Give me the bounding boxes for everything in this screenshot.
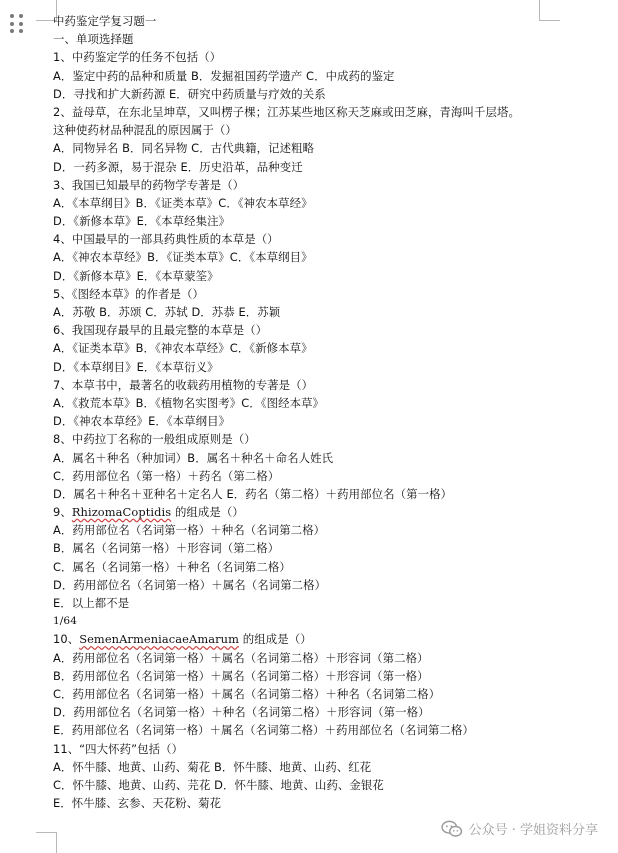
text-line: A．《本草纲目》B．《证类本草》C．《神农本草经》 [53, 195, 313, 210]
page-corner-mark [36, 832, 57, 853]
text-line: D．属名＋种名＋亚种名＋定名人 E．药名（第二格）＋药用部位名（第一格） [53, 486, 453, 501]
text-line: A．《证类本草》B．《神农本草经》C．《新修本草》 [53, 341, 313, 356]
watermark [441, 819, 598, 838]
drag-handle[interactable] [10, 14, 24, 34]
document-title: 中药鉴定学复习题一 [53, 14, 157, 28]
text-line: B．药用部位名（名词第一格）＋属名（名词第二格）＋形容词（第一格） [53, 668, 429, 683]
text-line: D．药用部位名（名词第一格）＋种名（名词第二格）＋形容词（第一格） [53, 705, 430, 720]
latin-term: SemenArmeniacaeAmarum [79, 632, 240, 647]
text-line: A．鉴定中药的品种和质量 B．发掘祖国药学遗产 C．中成药的鉴定 [53, 68, 395, 83]
text-line: C．药用部位名（第一格）＋药名（第二格） [53, 468, 280, 483]
text-line: D．《新修本草》E．《本草蒙筌》 [53, 268, 219, 283]
line-prefix: 9、 [53, 505, 72, 520]
watermark-text: 公众号 · 学姐资料分享 [468, 823, 598, 838]
text-line: 4、中国最早的一部具药典性质的本草是（） [53, 232, 279, 247]
text-line: A．属名＋种名（种加词）B．属名＋种名＋命名人姓氏 [53, 450, 334, 465]
document-body [53, 12, 573, 812]
text-line: C．属名（名词第一格）＋种名（名词第二格） [53, 559, 291, 574]
text-line: E．怀牛膝、玄参、天花粉、菊花 [53, 796, 222, 811]
line-prefix: 10、 [53, 632, 80, 647]
text-line: A．《神农本草经》B．《证类本草》C．《本草纲目》 [53, 250, 313, 265]
text-line: B．属名（名词第一格）＋形容词（第二格） [53, 541, 280, 556]
text-line: E．以上都不是 [53, 596, 130, 610]
text-line: 5、《图经本草》的作者是（） [53, 286, 205, 301]
text-line: D．《神农本草经》E．《本草纲目》 [53, 414, 231, 429]
text-line: C．药用部位名（名词第一格）＋属名（名词第二格）＋种名（名词第二格） [53, 686, 441, 701]
text-line: E．药用部位名（名词第一格）＋属名（名词第二格）＋药用部位名（名词第二格） [53, 723, 474, 738]
text-line: A．同物异名 B．同名异物 C．古代典籍，记述粗略 [53, 141, 315, 156]
text-line: 7、本草书中，最著名的收载药用植物的专著是（） [53, 377, 314, 392]
text-line: D．《新修本草》E．《本草经集注》 [53, 214, 231, 229]
text-line: 一、单项选择题 [53, 32, 134, 47]
text-line: 这种使药材品种混乱的原因属于（） [53, 123, 237, 138]
text-line: D．寻找和扩大新药源 E．研究中药质量与疗效的关系 [53, 86, 326, 101]
text-line: 8、中药拉丁名称的一般组成原则是（） [53, 432, 256, 447]
text-line: A．怀牛膝、地黄、山药、菊花 B．怀牛膝、地黄、山药、红花 [53, 759, 372, 774]
page-number: 1/64 [53, 615, 77, 628]
line-suffix: 的组成是（） [171, 505, 244, 520]
wechat-icon [441, 820, 463, 838]
text-line: A．《救荒本草》B．《植物名实图考》C．《图经本草》 [53, 395, 325, 410]
text-line: A．苏敬 B．苏颂 C．苏轼 D．苏恭 E．苏颖 [53, 305, 281, 319]
line-suffix: 的组成是（） [239, 632, 312, 647]
latin-term: RhizomaCoptidis [71, 505, 172, 520]
text-line [53, 503, 573, 521]
text-line: C．怀牛膝、地黄、山药、芫花 D．怀牛膝、地黄、山药、金银花 [53, 777, 384, 792]
text-line: A．药用部位名（名词第一格）＋种名（名词第二格） [53, 523, 326, 538]
text-line: 3、我国已知最早的药物学专著是（） [53, 177, 245, 192]
text-line: D．药用部位名（名词第一格）＋属名（名词第二格） [53, 577, 327, 592]
text-line [53, 630, 573, 648]
text-line: D．一药多源，易于混杂 E．历史沿革，品种变迁 [53, 159, 303, 174]
text-line: 6、我国现存最早的且最完整的本草是（） [53, 323, 268, 338]
text-line: D．《本草纲目》E．《本草衍义》 [53, 359, 219, 374]
text-line: 1、中药鉴定学的任务不包括（） [53, 50, 222, 65]
text-line: A．药用部位名（名词第一格）＋属名（名词第二格）＋形容词（第二格） [53, 650, 429, 665]
text-line: 11、“四大怀药”包括（） [53, 741, 184, 756]
text-line: 2、益母草，在东北呈坤草，又叫楞子棵；江苏某些地区称天芝麻或田芝麻，青海叫千层塔。 [53, 104, 520, 119]
